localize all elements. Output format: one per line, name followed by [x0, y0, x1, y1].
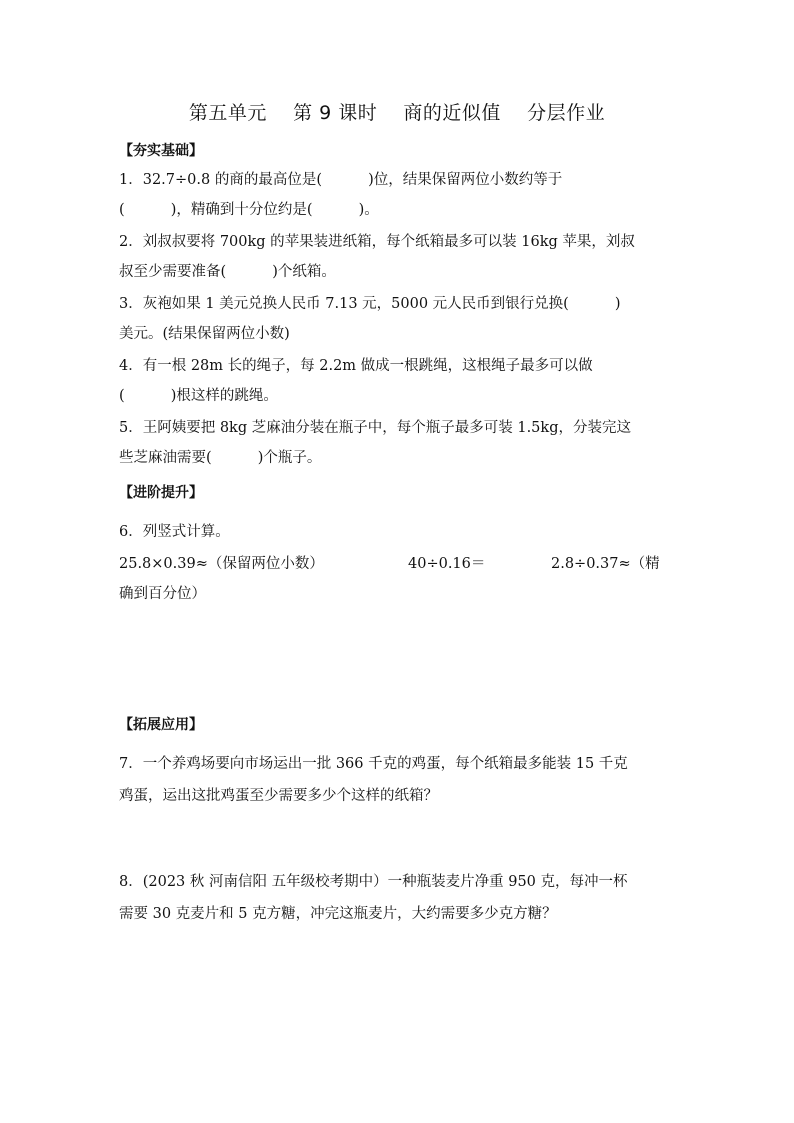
- question-6-calc-1: 25.8×0.39≈（保留两位小数）: [119, 556, 324, 572]
- question-8-line-1: 8．(2023 秋 河南信阳 五年级校考期中）一种瓶装麦片净重 950 克，每冲一杯: [119, 874, 628, 890]
- question-8-line-2: 需要 30 克麦片和 5 克方糖，冲完这瓶麦片，大约需要多少克方糖？: [119, 906, 557, 922]
- section-heading-basic: 【夯实基础】: [119, 143, 203, 159]
- question-3-line-2: 美元。(结果保留两位小数): [119, 326, 290, 342]
- question-6-line-3: 确到百分位）: [119, 586, 206, 602]
- question-5-line-1: 5．王阿姨要把 8kg 芝麻油分装在瓶子中，每个瓶子最多可装 1.5kg，分装完这: [119, 420, 631, 436]
- question-7-line-1: 7．一个养鸡场要向市场运出一批 366 千克的鸡蛋，每个纸箱最多能装 15 千克: [119, 756, 628, 772]
- section-heading-extended: 【拓展应用】: [119, 717, 203, 733]
- section-heading-advanced: 【进阶提升】: [119, 485, 203, 501]
- question-1-line-2: ( )，精确到十分位约是( )。: [119, 202, 379, 218]
- question-1-line-1: 1．32.7÷0.8 的商的最高位是( )位，结果保留两位小数约等于: [119, 172, 563, 188]
- question-3-line-1: 3．灰袍如果 1 美元兑换人民币 7.13 元，5000 元人民币到银行兑换( ): [119, 296, 621, 312]
- question-7-line-2: 鸡蛋，运出这批鸡蛋至少需要多少个这样的纸箱？: [119, 788, 438, 804]
- question-2-line-1: 2．刘叔叔要将 700kg 的苹果装进纸箱，每个纸箱最多可以装 16kg 苹果，刘叔: [119, 234, 635, 250]
- question-2-line-2: 叔至少需要准备( )个纸箱。: [119, 264, 336, 280]
- page-title: 第五单元 第 9 课时 商的近似值 分层作业: [188, 102, 606, 124]
- question-6-calc-2: 40÷0.16＝: [408, 556, 486, 572]
- question-6-line-1: 6．列竖式计算。: [119, 524, 230, 540]
- question-4-line-2: ( )根这样的跳绳。: [119, 388, 278, 404]
- question-4-line-1: 4．有一根 28m 长的绳子，每 2.2m 做成一根跳绳，这根绳子最多可以做: [119, 358, 593, 374]
- question-5-line-2: 些芝麻油需要( )个瓶子。: [119, 450, 322, 466]
- question-6-calc-3: 2.8÷0.37≈（精: [551, 556, 660, 572]
